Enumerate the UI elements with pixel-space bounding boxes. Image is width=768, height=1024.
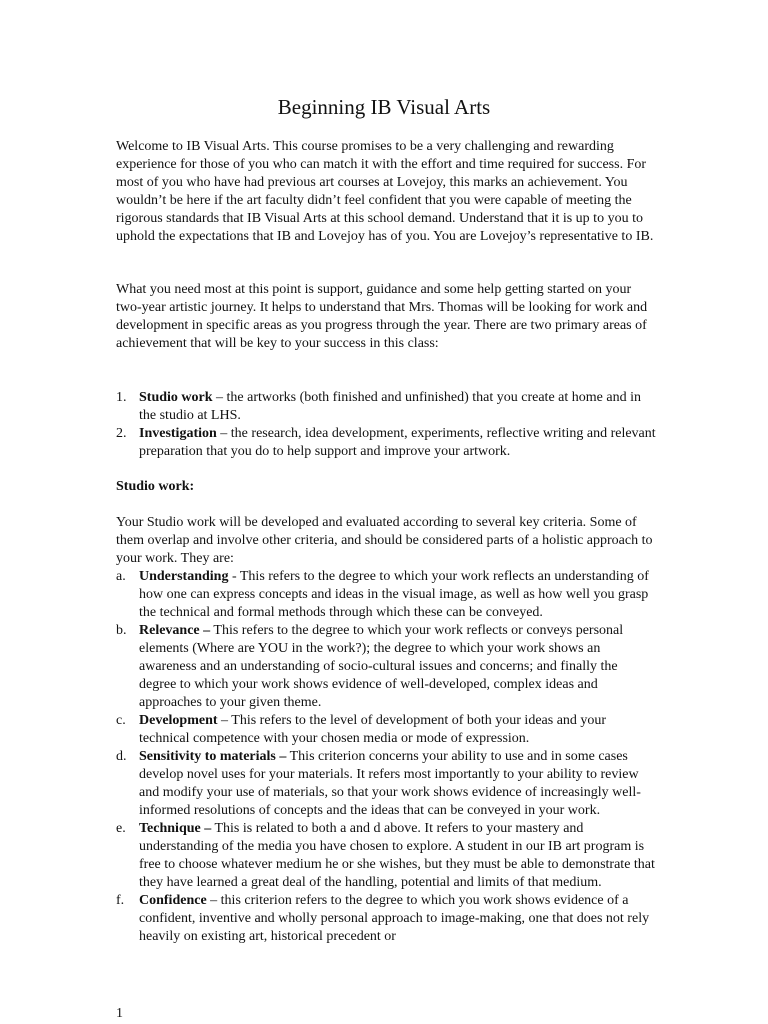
list-marker: b. — [116, 623, 127, 638]
list-text: – the research, idea development, experiments, reflective writing and relevant preparation that you do to help support and improve your artwork. — [139, 426, 656, 459]
intro-paragraph: Welcome to IB Visual Arts. This course promises to be a very challenging and rewarding experience for those of you who can match it with the effort and time required for success. For most of you who have had previous art courses at Lovejoy, this marks an achievement. You wouldn’t be here if the art faculty didn’t feel confident that you were capable of meeting the rigorous standards that IB Visual Arts at this school demand. Understand that it is up to you to uphold the expectations that IB and Lovejoy has of you. You are Lovejoy’s representative to IB. — [116, 139, 654, 244]
list-marker: f. — [116, 893, 125, 908]
list-term: Relevance – — [139, 623, 211, 638]
list-text: - This refers to the degree to which your work reflects an understanding of how one can express concepts and ideas in the visual image, as well as how well you grasp the technical and formal methods through which these can be conveyed. — [139, 569, 649, 620]
list-item — [116, 622, 656, 712]
list-item — [116, 389, 656, 425]
list-term: Technique – — [139, 821, 212, 836]
achievement-areas-list — [116, 389, 656, 461]
list-item — [116, 712, 656, 748]
list-term: Investigation — [139, 426, 217, 441]
list-term: Sensitivity to materials – — [139, 749, 287, 764]
list-text: – This refers to the level of development of both your ideas and your technical competence with your chosen media or mode of expression. — [139, 713, 607, 746]
list-marker: d. — [116, 749, 127, 764]
criteria-list — [116, 568, 656, 946]
list-term: Confidence — [139, 893, 207, 908]
list-item — [116, 892, 656, 946]
list-item — [116, 748, 656, 820]
list-text: – the artworks (both finished and unfinished) that you create at home and in the studio at LHS. — [139, 390, 641, 423]
second-paragraph: What you need most at this point is support, guidance and some help getting started on your two-year artistic journey. It helps to understand that Mrs. Thomas will be looking for work and development in specific areas as you progress through the year. There are two primary areas of achievement that will be key to your success in this class: — [116, 282, 648, 351]
list-item — [116, 425, 656, 461]
list-item — [116, 568, 656, 622]
list-marker: 2. — [116, 426, 127, 441]
document-title: Beginning IB Visual Arts — [277, 95, 491, 119]
list-term: Development — [139, 713, 218, 728]
list-text: This criterion concerns your ability to use and in some cases develop novel uses for your materials. It refers most importantly to your ability to review and modify your use of materials, so that your work shows evidence of increasingly well-informed resolutions of concepts and the ideas that can be conveyed in your work. — [139, 749, 641, 818]
list-term: Studio work — [139, 390, 213, 405]
list-marker: c. — [116, 713, 126, 728]
list-marker: a. — [116, 569, 126, 584]
list-text: This is related to both a and d above. It refers to your mastery and understanding of the media you have chosen to explore. A student in our IB art program is free to choose whatever medium he or she wishes, but they must be able to demonstrate that they have learned a great deal of the handling, potential and limits of that medium. — [139, 821, 655, 890]
list-marker: e. — [116, 821, 126, 836]
list-text: This refers to the degree to which your work reflects or conveys personal elements (Where are YOU in the work?); the degree to which your work shows an awareness and an understanding of socio-cultural issues and concerns; and finally the degree to which your work shows evidence of well-developed, complex ideas and approaches to your given theme. — [139, 623, 624, 710]
list-text: – this criterion refers to the degree to which you work shows evidence of a confident, inventive and wholly personal approach to image-making, one that does not rely heavily on existing art, historical precedent or — [139, 893, 650, 944]
studio-intro-paragraph: Your Studio work will be developed and evaluated according to several key criteria. Some of them overlap and involve other criteria, and should be considered parts of a holistic approach to your work. They are: — [116, 515, 653, 566]
list-term: Understanding — [139, 569, 229, 584]
studio-work-heading: Studio work: — [116, 479, 195, 494]
list-item — [116, 820, 656, 892]
list-marker: 1. — [116, 390, 127, 405]
page-number: 1 — [116, 1006, 123, 1021]
